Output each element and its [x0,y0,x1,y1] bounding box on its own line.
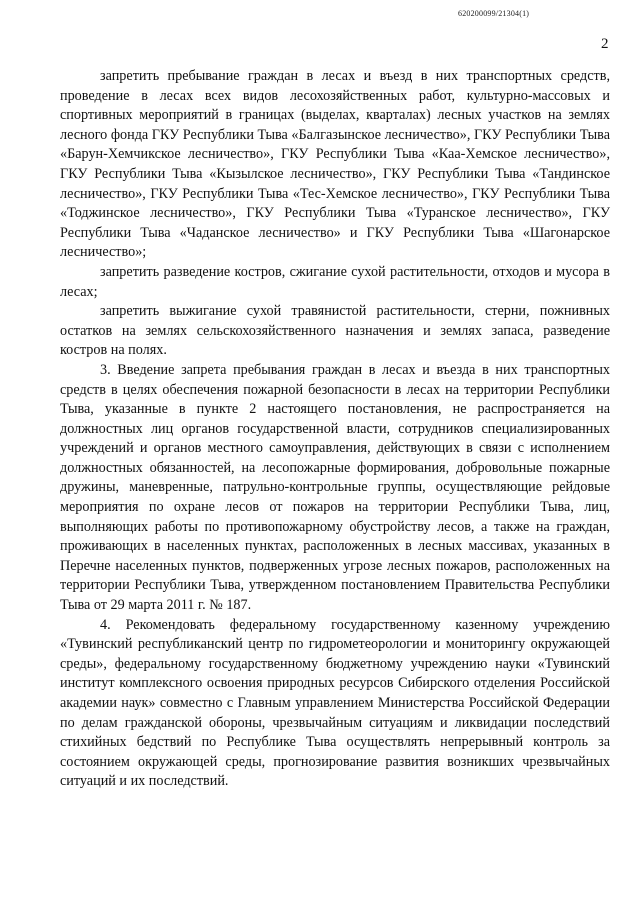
paragraph-item-3: 3. Введение запрета пребывания граждан в лесах и въезда в них транспортных средств в целях обеспечения пожарной безопасности в лесах на территории Республики Тыва, указанные в пункте 2 настоящего постановления, не распространяется на должностных лиц органов государственной власти, сотрудников специализированных учреждений и органов местного самоуправления, действующих в связи с исполнением должностных обязанностей, на лесопожарные формирования, добровольные пожарные дружины, маневренные, патрульно-контрольные группы, осуществляющие рейдовые мероприятия по охране лесов от пожаров на территории Республики Тыва, лиц, выполняющих работы по противопожарному обустройству лесов, а также на граждан, проживающих в населенных пунктах, расположенных в лесных массивах, указанных в Перечне населенных пунктов, подверженных угрозе лесных пожаров, расположенных на территории Республики Тыва, утвержденном постановлением Правительства Республики Тыва от 29 марта 2011 г. № 187. [60,361,610,614]
paragraph-item-4: 4. Рекомендовать федеральному государственному казенному учреждению «Тувинский республиканский центр по гидрометеорологии и мониторингу окружающей среды», федеральному государственному бюджетному учреждению науки «Тувинский институт комплексного освоения природных ресурсов Сибирского отделения Российской академии наук» совместно с Главным управлением Министерства Российской Федерации по делам гражданской обороны, чрезвычайным ситуациям и ликвидации последствий стихийных бедствий по Республике Тыва осуществлять непрерывный контроль за состоянием окружающей среды, прогнозирование развития возникших чрезвычайных ситуаций и их последствий. [60,616,610,790]
paragraph-ban-burning: запретить выжигание сухой травянистой растительности, стерни, пожнивных остатков на землях сельскохозяйственного назначения и землях запаса, разведение костров на полях. [60,303,610,359]
page-number: 2 [601,36,609,52]
document-body [60,67,610,792]
document-id: 620200099/21304(1) [458,9,530,18]
paragraph-ban-fires: запретить разведение костров, сжигание сухой растительности, отходов и мусора в лесах; [60,263,610,300]
paragraph-ban-entry: запретить пребывание граждан в лесах и въезд в них транспортных средств, проведение в лесах всех видов лесохозяйственных работ, культурно-массовых и спортивных мероприятий в границах (выделах, кварталах) лесных участков на землях лесного фонда ГКУ Республики Тыва «Балгазынское лесничество», ГКУ Республики Тыва «Барун-Хемчикское лесничество», ГКУ Республики Тыва «Каа-Хемское лесничество», ГКУ Республики Тыва «Кызылское лесничество», ГКУ Республики Тыва «Тандинское лесничество», ГКУ Республики Тыва «Тес-Хемское лесничество», ГКУ Республики Тыва «Тоджинское лесничество», ГКУ Республики Тыва «Туранское лесничество», ГКУ Республики Тыва «Чаданское лесничество» и ГКУ Республики Тыва «Шагонарское лесничество»; [60,68,610,261]
